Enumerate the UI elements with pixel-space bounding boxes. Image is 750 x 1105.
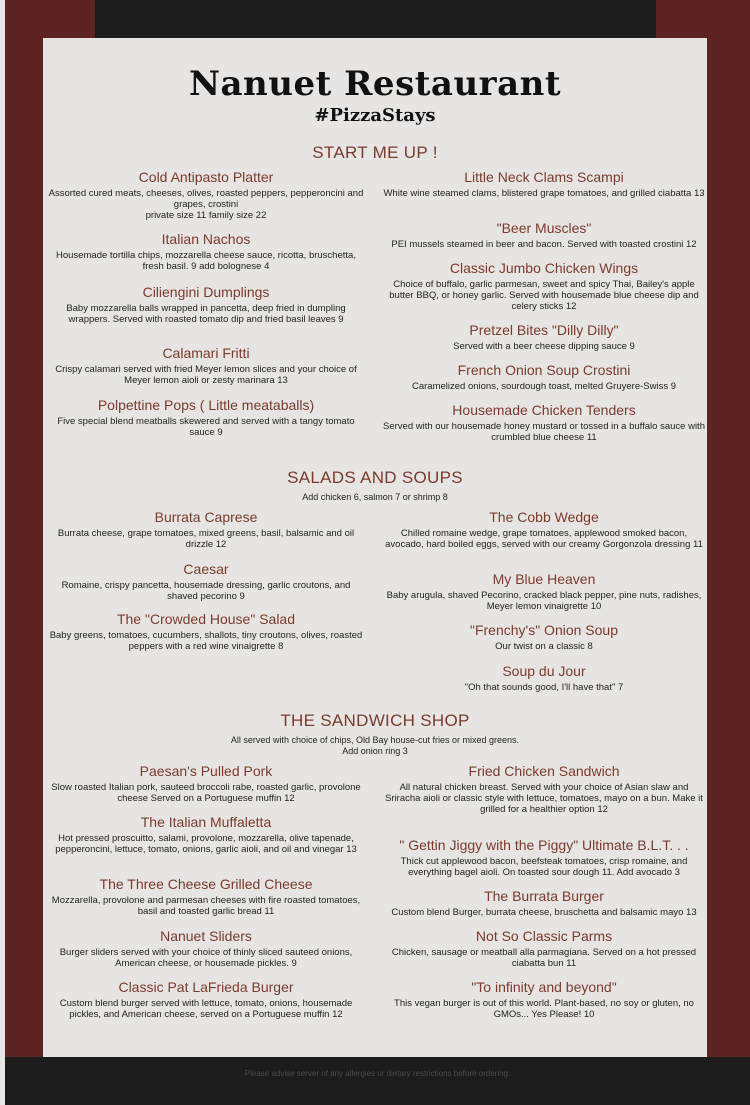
menu-item xyxy=(45,284,367,325)
item-name: The "Crowded House" Salad xyxy=(116,611,296,627)
section-note-salads: Add chicken 6, salmon 7 or shrimp 8 xyxy=(302,492,448,502)
item-desc: PEI mussels steamed in beer and bacon. Served with toasted crostini 12 xyxy=(391,239,697,250)
item-desc: Choice of buffalo, garlic parmesan, sweet and spicy Thai, Bailey's apple butter BBQ, or honey garlic. Served with housemade blue cheese dip and celery sticks 12 xyxy=(389,279,699,312)
item-desc: Baby greens, tomatoes, cucumbers, shallots, tiny croutons, olives, roasted peppers with a red wine vinaigrette 8 xyxy=(49,630,363,652)
item-name: Soup du Jour xyxy=(502,663,586,679)
item-name: Pretzel Bites "Dilly Dilly" xyxy=(469,322,619,338)
item-name: Little Neck Clams Scampi xyxy=(464,169,624,185)
menu-item xyxy=(383,928,705,969)
item-name: Paesan's Pulled Pork xyxy=(139,763,273,779)
item-desc: Thick cut applewood bacon, beefsteak tomatoes, crisp romaine, and everything bagel aioli. On toasted sour dough 11. Add avocado 3 xyxy=(400,856,688,878)
item-desc: Mozzarella, provolone and parmesan cheeses with fire roasted tomatoes, basil and toasted garlic bread 11 xyxy=(51,895,361,917)
item-name: My Blue Heaven xyxy=(492,571,596,587)
item-name: Classic Jumbo Chicken Wings xyxy=(449,260,639,276)
menu-item xyxy=(45,397,367,438)
item-name: The Italian Muffaletta xyxy=(140,814,272,830)
item-name: Ciliengini Dumplings xyxy=(142,284,270,300)
left-edge-strip xyxy=(0,0,5,1105)
bottom-dark-band xyxy=(5,1057,750,1105)
item-desc: Caramelized onions, sourdough toast, melted Gruyere-Swiss 9 xyxy=(411,381,676,392)
section-title-sandwich: THE SANDWICH SHOP xyxy=(280,711,470,730)
menu-item xyxy=(45,231,367,272)
item-desc: Assorted cured meats, cheeses, olives, roasted peppers, pepperoncini and grapes, crostini private size 11 family size 22 xyxy=(48,188,364,221)
item-desc: White wine steamed clams, blistered grape tomatoes, and grilled ciabatta 13 xyxy=(383,188,705,199)
menu-item xyxy=(383,509,705,550)
menu-page xyxy=(43,38,707,1057)
item-desc: Five special blend meatballs skewered and served with a tangy tomato sauce 9 xyxy=(57,416,355,438)
item-name: Nanuet Sliders xyxy=(160,928,252,944)
item-desc: Our twist on a classic 8 xyxy=(495,641,593,652)
item-name: "To infinity and beyond" xyxy=(471,979,617,995)
menu-item xyxy=(383,362,705,392)
item-desc: Slow roasted Italian pork, sauteed broccoli rabe, roasted garlic, provolone cheese Served on a Portuguese muffin 12 xyxy=(51,782,361,804)
menu-item xyxy=(45,876,367,917)
item-desc: Hot pressed proscuitto, salami, provolone, mozzarella, olive tapenade, pepperoncini, lettuce, tomato, onions, garlic aioli, and oil and vinegar 13 xyxy=(55,833,357,855)
item-desc: Custom blend Burger, burrata cheese, bruschetta and balsamic mayo 13 xyxy=(391,907,697,918)
restaurant-hashtag: #PizzaStays xyxy=(314,105,436,126)
menu-item xyxy=(383,402,705,443)
item-name: Housemade Chicken Tenders xyxy=(452,402,636,418)
restaurant-name: Nanuet Restaurant xyxy=(188,64,562,104)
menu-item xyxy=(45,928,367,969)
item-name: Classic Pat LaFrieda Burger xyxy=(118,979,294,995)
top-dark-band xyxy=(95,0,656,38)
menu-item xyxy=(383,622,705,652)
item-desc: Chilled romaine wedge, grape tomatoes, applewood smoked bacon, avocado, hard boiled eggs, served with our creamy Gorgonzola dressing 11 xyxy=(385,528,703,550)
section-note-sandwich: All served with choice of chips, Old Bay house-cut fries or mixed greens. Add onion ring 3 xyxy=(230,735,520,756)
item-desc: Crispy calamari served with fried Meyer lemon slices and your choice of Meyer lemon aioli or zesty marinara 13 xyxy=(55,364,357,386)
item-desc: Served with our housemade honey mustard or tossed in a buffalo sauce with crumbled blue cheese 11 xyxy=(383,421,705,443)
menu-item xyxy=(383,888,705,918)
item-name: Caesar xyxy=(183,561,229,577)
item-name: French Onion Soup Crostini xyxy=(457,362,631,378)
menu-item xyxy=(383,220,705,250)
item-name: Calamari Fritti xyxy=(162,345,250,361)
menu-item xyxy=(45,509,367,550)
menu-item xyxy=(383,837,705,878)
menu-item xyxy=(383,979,705,1020)
item-name: The Three Cheese Grilled Cheese xyxy=(99,876,313,892)
item-name: The Cobb Wedge xyxy=(489,509,599,525)
menu-item xyxy=(45,169,367,221)
item-desc: Baby mozzarella balls wrapped in pancetta, deep fried in dumpling wrappers. Served with roasted tomato dip and fried basil leaves 9 xyxy=(66,303,346,325)
item-desc: Romaine, crispy pancetta, housemade dressing, garlic croutons, and shaved pecorino 9 xyxy=(61,580,351,602)
item-desc: Baby arugula, shaved Pecorino, cracked black pepper, pine nuts, radishes, Meyer lemon vinaigrette 10 xyxy=(386,590,702,612)
item-desc: Custom blend burger served with lettuce, tomato, onions, housemade pickles, and American cheese, served on a Portuguese muffin 12 xyxy=(59,998,353,1020)
item-desc: This vegan burger is out of this world. Plant-based, no soy or gluten, no GMOs... Yes Please! 10 xyxy=(394,998,694,1020)
item-name: "Beer Muscles" xyxy=(496,220,592,236)
menu-item xyxy=(45,979,367,1020)
item-desc: Burrata cheese, grape tomatoes, mixed greens, basil, balsamic and oil drizzle 12 xyxy=(57,528,355,550)
menu-item xyxy=(45,345,367,386)
item-name: Burrata Caprese xyxy=(154,509,258,525)
item-name: " Gettin Jiggy with the Piggy" Ultimate B.L.T. . . xyxy=(399,837,689,853)
menu-item xyxy=(383,571,705,612)
item-name: Not So Classic Parms xyxy=(475,928,613,944)
item-desc: Housemade tortilla chips, mozzarella cheese sauce, ricotta, bruschetta, fresh basil. 9 add bolognese 4 xyxy=(56,250,356,272)
section-title-start: START ME UP ! xyxy=(312,143,438,162)
menu-item xyxy=(45,814,367,855)
menu-item xyxy=(383,260,705,312)
item-name: "Frenchy's" Onion Soup xyxy=(469,622,619,638)
item-desc: Burger sliders served with your choice of thinly sliced sauteed onions, American cheese, or housemade pickles. 9 xyxy=(59,947,353,969)
allergy-notice: Please advise server of any allergies or dietary restrictions before ordering. xyxy=(244,1069,511,1078)
menu-item xyxy=(45,611,367,652)
item-name: Italian Nachos xyxy=(161,231,251,247)
menu-item xyxy=(45,763,367,804)
item-desc: Chicken, sausage or meatball alla parmagiana. Served on a hot pressed ciabatta bun 11 xyxy=(391,947,697,969)
menu-item xyxy=(383,763,705,815)
item-name: Polpettine Pops ( Little meataballs) xyxy=(97,397,315,413)
item-name: The Burrata Burger xyxy=(484,888,604,904)
item-desc: "Oh that sounds good, I'll have that" 7 xyxy=(464,682,624,693)
menu-item xyxy=(45,561,367,602)
item-name: Cold Antipasto Platter xyxy=(138,169,274,185)
item-desc: All natural chicken breast. Served with your choice of Asian slaw and Sriracha aioli or classic style with lettuce, tomatoes, mayo on a bun. Make it grilled for a healthier option 12 xyxy=(385,782,703,815)
menu-item xyxy=(383,663,705,693)
menu-item xyxy=(383,322,705,352)
menu-item xyxy=(383,169,705,199)
item-name: Fried Chicken Sandwich xyxy=(468,763,620,779)
section-title-salads: SALADS AND SOUPS xyxy=(287,468,463,487)
item-desc: Served with a beer cheese dipping sauce 9 xyxy=(453,341,635,352)
